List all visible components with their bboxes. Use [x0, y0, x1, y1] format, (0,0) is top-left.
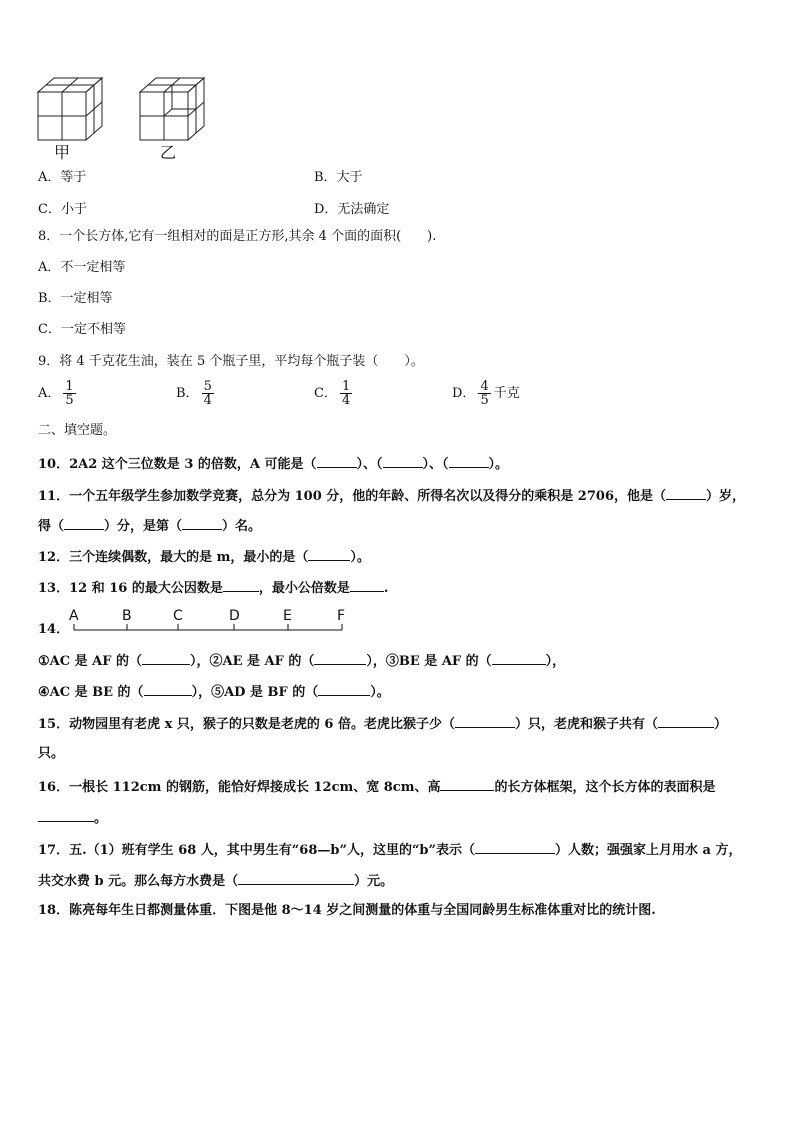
q9-b-fraction: [202, 380, 214, 407]
q8-option-c: C．一定不相等: [38, 322, 126, 337]
q16-line-2: [38, 808, 107, 828]
q15-line-2: 只。: [38, 746, 65, 761]
q16-text-b: 的长方体框架，这个长方体的表面积是: [494, 780, 716, 795]
q12: [38, 547, 370, 567]
q10-blank-2[interactable]: [383, 454, 423, 468]
q9-option-d: [452, 380, 520, 407]
q15-text-a: 15．动物园里有老虎 x 只，猴子的只数是老虎的 6 倍。老虎比猴子少（: [38, 717, 455, 732]
q9-a-label: A．: [38, 386, 61, 401]
q9-option-c: [314, 380, 355, 407]
section-fill-in-header: 二、填空题。: [38, 423, 117, 438]
q10-blank-3[interactable]: [449, 454, 489, 468]
q7-option-b: B．大于: [314, 170, 363, 185]
q7-option-c: C．小于: [38, 202, 87, 217]
q9-stem: 9．将 4 千克花生油，装在 5 个瓶子里，平均每个瓶子装（ ）。: [38, 354, 424, 369]
q9-a-denominator: 5: [65, 393, 74, 408]
q14-blank-5[interactable]: [318, 682, 370, 696]
q9-b-denominator: 4: [203, 393, 212, 408]
q14-text-1b: ），②AE 是 AF 的（: [189, 654, 315, 669]
q14-blank-2[interactable]: [314, 651, 366, 665]
q14-number: 14．: [38, 622, 70, 637]
q17-text-b: ）人数；强强家上月用水 a 方，: [555, 843, 742, 858]
q10-text-d: ）。: [488, 457, 509, 472]
q13: [38, 578, 388, 598]
q17-line-2: [38, 871, 393, 891]
q13-text-c: .: [383, 581, 389, 596]
label-jia: 甲: [54, 143, 71, 162]
q11-blank-score[interactable]: [64, 516, 104, 530]
point-label-f: F: [337, 608, 346, 624]
q9-c-denominator: 4: [341, 393, 351, 408]
point-label-c: C: [173, 608, 183, 624]
q10-text-b: ）、（: [356, 457, 383, 472]
point-label-a: A: [69, 608, 79, 624]
q11-text-a: 11．一个五年级学生参加数学竞赛，总分为 100 分，他的年龄、所得名次以及得分的乘积是 2706，他是（: [38, 489, 666, 504]
q10-text-a: 10．2A2 这个三位数是 3 的倍数，A 可能是（: [38, 457, 317, 472]
q14-line-2: [38, 682, 390, 702]
q17-text-c: 共交水费 b 元。那么每方水费是（: [38, 874, 239, 889]
q18: 18．陈亮每年生日都测量体重．下图是他 8～14 岁之间测量的体重与全国同龄男生标准体重对比的统计图.: [38, 903, 656, 918]
q13-blank-gcd[interactable]: [223, 578, 259, 592]
q14-blank-3[interactable]: [492, 651, 546, 665]
q8-option-a: A．不一定相等: [38, 260, 126, 275]
q14-text-2b: ），⑤AD 是 BF 的（: [191, 685, 319, 700]
cube-figure: [36, 74, 216, 168]
point-label-d: D: [229, 608, 240, 624]
q15-text-b: ）只，老虎和猴子共有（: [515, 717, 659, 732]
q11-text-e: ）名。: [222, 519, 262, 534]
q15-line-1: [38, 714, 727, 734]
q17-line-1: [38, 840, 741, 860]
q8-stem: 8．一个长方体,它有一组相对的面是正方形,其余 4 个面的面积( ).: [38, 229, 437, 244]
q8-option-b: B．一定相等: [38, 291, 113, 306]
q9-option-a: [38, 380, 79, 407]
q14-text-1a: ①AC 是 AF 的（: [38, 654, 142, 669]
q11-blank-rank[interactable]: [182, 516, 222, 530]
q14-blank-4[interactable]: [144, 682, 192, 696]
q9-a-fraction: [63, 380, 75, 407]
q9-option-b: [176, 380, 217, 407]
q16-text-a: 16．一根长 112cm 的钢筋，能恰好焊接成长 12cm、宽 8cm、高: [38, 780, 441, 795]
q12-blank[interactable]: [308, 547, 350, 561]
q11-text-c: 得（: [38, 519, 65, 534]
q9-d-label: D．: [452, 386, 476, 401]
q11-text-d: ）分，是第（: [104, 519, 183, 534]
q16-line-1: [38, 777, 716, 797]
q9-d-denominator: 5: [480, 393, 489, 408]
q7-option-a: A．等于: [38, 170, 87, 185]
q16-text-c: 。: [94, 811, 108, 826]
q14-line-1: [38, 651, 565, 671]
q9-d-fraction: [478, 380, 490, 407]
q13-text-a: 13．12 和 16 的最大公因数是: [38, 581, 223, 596]
q16-blank-area[interactable]: [38, 808, 94, 822]
q12-text-a: 12．三个连续偶数，最大的是 m，最小的是（: [38, 550, 309, 565]
q9-c-label: C．: [314, 386, 337, 401]
q11-blank-age[interactable]: [666, 486, 706, 500]
q15-blank-2[interactable]: [658, 714, 714, 728]
q10-blank-1[interactable]: [317, 454, 357, 468]
q15-blank-1[interactable]: [455, 714, 515, 728]
q9-d-unit: 千克: [493, 386, 520, 401]
q14-text-2a: ④AC 是 BE 的（: [38, 685, 144, 700]
q14-blank-1[interactable]: [142, 651, 190, 665]
q11-line-1: [38, 486, 745, 506]
q9-b-numerator: 5: [203, 379, 212, 394]
q14-text-1d: ），: [545, 654, 566, 669]
point-label-b: B: [122, 608, 132, 624]
q15-text-c: ）: [714, 717, 728, 732]
q9-a-numerator: 1: [65, 379, 74, 394]
q14-text-1c: ），③BE 是 AF 的（: [366, 654, 492, 669]
q12-text-b: ）。: [350, 550, 370, 565]
q17-blank-1[interactable]: [475, 840, 555, 854]
label-yi: 乙: [160, 143, 177, 162]
q9-b-label: B．: [176, 386, 199, 401]
q13-blank-lcm[interactable]: [350, 578, 384, 592]
q10-text-c: ）、（: [422, 457, 449, 472]
q9-c-fraction: [340, 380, 352, 407]
q13-text-b: ，最小公倍数是: [258, 581, 350, 596]
q11-text-b: ）岁，: [706, 489, 746, 504]
q9-d-numerator: 4: [480, 379, 489, 394]
q7-option-d: D．无法确定: [314, 202, 390, 217]
q14-text-2c: ）。: [370, 685, 390, 700]
q17-blank-2[interactable]: [238, 871, 354, 885]
q16-blank-height[interactable]: [440, 777, 494, 791]
q17-text-a: 17．五.（1）班有学生 68 人，其中男生有“68—b”人，这里的“b”表示（: [38, 843, 475, 858]
q17-text-d: ）元。: [354, 874, 394, 889]
point-label-e: E: [283, 608, 292, 624]
q10: [38, 454, 508, 474]
q11-line-2: [38, 516, 261, 536]
q9-c-numerator: 1: [341, 379, 351, 394]
